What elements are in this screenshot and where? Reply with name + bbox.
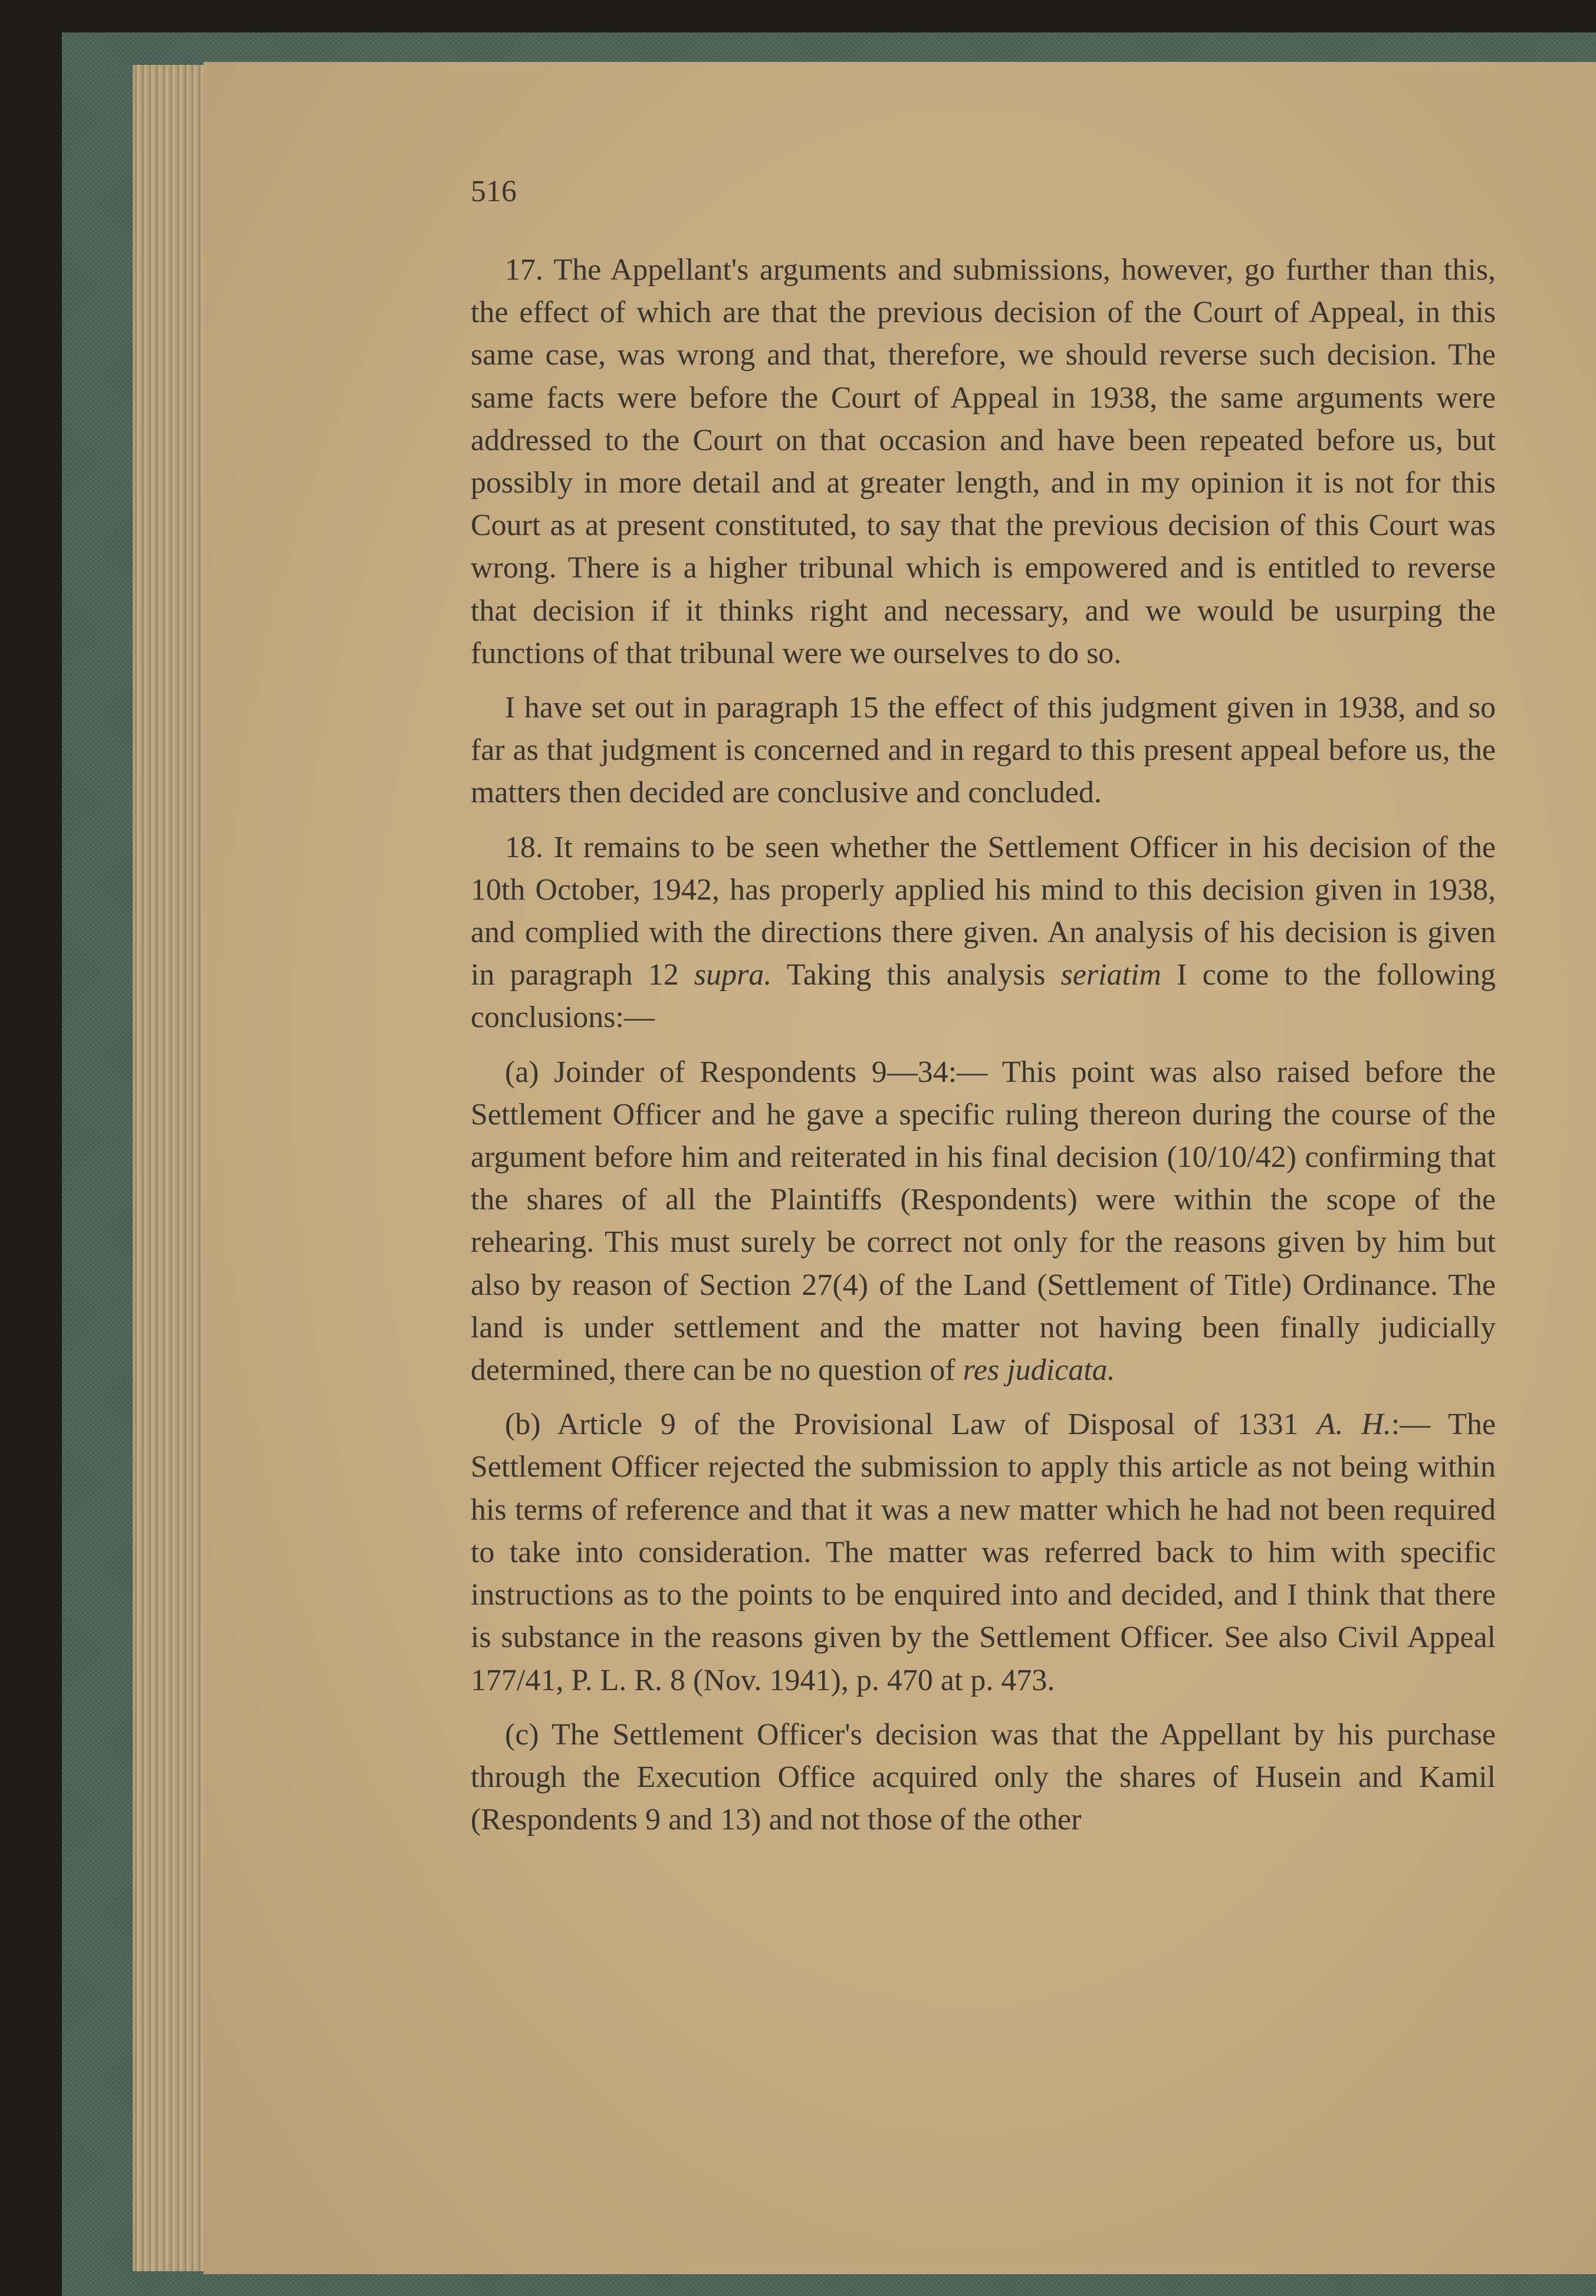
paragraph-b-text-a: (b) Article 9 of the Provisional Law of Disposal of 1331 [505,1408,1317,1442]
paragraph-a-text: (a) Joinder of Respondents 9—34:— This point was also raised before the Settlement Officer and he gave a specific ruling thereon during the course of the argument before him and reiterated in his final decision (10/10/42) confirming that the shares of all the Plaintiffs (Respondents) were within the scope of the rehearing. This must surely be correct not only for the reasons given by him but also by reason of Section 27(4) of the Land (Settlement of Title) Ordinance. The land is under settlement and the matter not having been finally judicially determined, there can be no question of [471,1055,1496,1388]
paragraph-15-reference: I have set out in paragraph 15 the effect of this judgment given in 1938, and so far as that judgment is concerned and in regard to this present appeal before us, the matters then decided are conclusive and concluded. [471,691,1496,810]
italic-anno-hegirae: A. H. [1316,1408,1391,1442]
paragraph-18 [471,826,1496,1039]
italic-seriatim: seriatim [1060,958,1161,992]
paragraph-17: 17. The Appellant's arguments and submissions, however, go further than this, the effect of which are that the previous decision of the Court of Appeal, in this same case, was wrong and that, therefore, we should reverse such decision. The same facts were before the Court of Appeal in 1938, the same arguments were addressed to the Court on that occasion and have been repeated before us, but possibly in more detail and at greater length, and in my opinion it is not for this Court as at present constituted, to say that the previous decision of this Court was wrong. There is a higher tribunal which is empowered and is entitled to reverse that decision if it thinks right and necessary, and we would be usurping the functions of that tribunal were we ourselves to do so. [471,253,1496,670]
paragraph-a [471,1051,1496,1392]
paragraph-b [471,1403,1496,1701]
paragraph-18-text-a: 18. It remains to be seen whether the Settlement Officer in his decision of the 10th October, 1942, has properly applied his mind to this decision given in 1938, and complied with the directions there given. An analysis of his decision is given in paragraph 12 [471,830,1496,992]
paragraph-18-text-c: I come to the following conclusions:— [471,958,1496,1035]
italic-res-judicata: res judicata. [963,1353,1115,1388]
body-text [471,249,1496,1853]
page-number: 516 [471,175,517,208]
italic-supra: supra. [694,958,772,992]
paragraph-18-text-b: Taking this analysis [771,958,1061,992]
paragraph-c: (c) The Settlement Officer's decision was that the Appellant by his purchase through the Execution Office acquired only the shares of Husein and Kamil (Respondents 9 and 13) and not those of the other [471,1717,1496,1837]
paragraph-b-text-b: :— The Settlement Officer rejected the submission to apply this article as not being within his terms of reference and that it was a new matter which he had not been required to take into consideration. The matter was referred back to him with specific instructions as to the points to be enquired into and decided, and I think that there is substance in the reasons given by the Settlement Officer. See also Civil Appeal 177/41, P. L. R. 8 (Nov. 1941), p. 470 at p. 473. [471,1408,1496,1697]
